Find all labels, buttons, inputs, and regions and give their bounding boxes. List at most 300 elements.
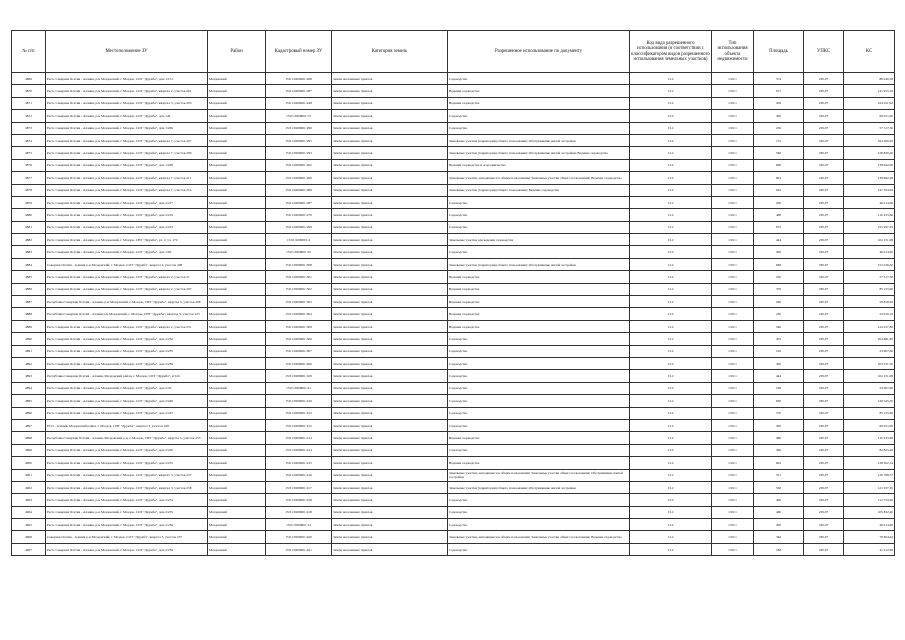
- district-cell: Моздокский: [208, 357, 266, 369]
- district-cell: Моздокский: [208, 419, 266, 431]
- area-cell: 250: [754, 271, 804, 283]
- use-code-cell: 13.2: [630, 469, 712, 481]
- land-category-cell: Земли населенных пунктов: [332, 196, 448, 208]
- cadastral-number-cell: 15:01:0209001:295: [266, 134, 332, 146]
- header-cell: Тип использования объекта недвижимости: [712, 31, 754, 73]
- cadastral-number-cell: 15:01:0209001:109: [266, 370, 332, 382]
- land-category-cell: Земли населенных пунктов: [332, 543, 448, 555]
- area-cell: 666: [754, 258, 804, 270]
- permitted-use-cell: Ведение садоводства: [448, 85, 630, 97]
- location-cell: Республика Северная Осетия - Алания, Моздокский район, г. Моздок, СОТ "Дружба", 2/124: [46, 370, 208, 382]
- use-type-cell: 13:0:1: [712, 110, 754, 122]
- use-code-cell: 13.2: [630, 97, 712, 109]
- table-row: [12, 357, 895, 369]
- table-row: [12, 382, 895, 394]
- district-cell: Моздокский: [208, 73, 266, 85]
- header-cell: № п/п: [12, 31, 46, 73]
- cadastral-number-cell: 15:01:0209001:308: [266, 258, 332, 270]
- use-code-cell: 13.2: [630, 481, 712, 493]
- use-type-cell: 13:0:1: [712, 209, 754, 221]
- land-category-cell: Земли населенных пунктов: [332, 122, 448, 134]
- ks-cell: 138 042,00: [844, 159, 895, 171]
- district-cell: Моздокский: [208, 543, 266, 555]
- area-cell: 530: [754, 481, 804, 493]
- cadastral-number-cell: 15:01:0209001:303: [266, 296, 332, 308]
- district-cell: Моздокский: [208, 531, 266, 543]
- district-cell: Моздокский: [208, 506, 266, 518]
- permitted-use-cell: Ведение садоводства: [448, 271, 630, 283]
- permitted-use-cell: Садоводство: [448, 494, 630, 506]
- ks-cell: 46 014,00: [844, 519, 895, 531]
- row-number-cell: 4869: [12, 73, 46, 85]
- row-number-cell: 4897: [12, 419, 46, 431]
- cadastral-number-cell: 15:01:0209001:304: [266, 308, 332, 320]
- land-category-cell: Земли населенных пунктов: [332, 172, 448, 184]
- permitted-use-cell: Ведение садоводства: [448, 283, 630, 295]
- area-cell: 100: [754, 382, 804, 394]
- land-category-cell: Земли населенных пунктов: [332, 209, 448, 221]
- row-number-cell: 4871: [12, 97, 46, 109]
- permitted-use-cell: Земельные участки, находящиеся в общем пользовании; Земельные участки общего пользования; Ведение садоводства: [448, 172, 630, 184]
- row-number-cell: 4872: [12, 110, 46, 122]
- cadastral-number-cell: 15:01:0209001:414: [266, 444, 332, 456]
- district-cell: Моздокский: [208, 134, 266, 146]
- land-category-cell: Земли населенных пунктов: [332, 432, 448, 444]
- location-cell: Респ. Северная Осетия - Алания, р-н Моздокский, г. Моздок, СОТ "Дружба", дом 2/246: [46, 395, 208, 407]
- row-number-cell: 4900: [12, 457, 46, 469]
- ks-cell: 153 226,62: [844, 258, 895, 270]
- district-cell: Моздокский: [208, 172, 266, 184]
- ks-cell: 110 433,60: [844, 432, 895, 444]
- district-cell: Моздокский: [208, 407, 266, 419]
- land-category-cell: Земли населенных пунктов: [332, 147, 448, 159]
- upks-cell: 230,07: [804, 159, 844, 171]
- cadastral-number-cell: 15:01:0209001:418: [266, 506, 332, 518]
- row-number-cell: 4904: [12, 506, 46, 518]
- table-row: [12, 432, 895, 444]
- ks-cell: 69 021,00: [844, 419, 895, 431]
- permitted-use-cell: Садоводство: [448, 370, 630, 382]
- district-cell: Моздокский: [208, 320, 266, 332]
- row-number-cell: 4899: [12, 444, 46, 456]
- area-cell: 675: [754, 221, 804, 233]
- permitted-use-cell: Ведение садоводства: [448, 296, 630, 308]
- location-cell: Респ. Северная Осетия - Алания, р-н Моздокский, г. Моздок, СОТ "Дружба", квартал 2, участок 21: [46, 271, 208, 283]
- area-cell: 300: [754, 110, 804, 122]
- table-row: [12, 159, 895, 171]
- ks-cell: 141 953,19: [844, 85, 895, 97]
- ks-cell: 164 500,05: [844, 134, 895, 146]
- land-category-cell: Земли населенных пунктов: [332, 97, 448, 109]
- row-number-cell: 4875: [12, 147, 46, 159]
- ks-cell: 46 014,00: [844, 246, 895, 258]
- upks-cell: 230,07: [804, 407, 844, 419]
- location-cell: Респ. Северная Осетия - Алания, р-н Моздокский, г. Моздок, СОТ "Дружба", дом 1/65: [46, 246, 208, 258]
- land-category-cell: Земли населенных пунктов: [332, 85, 448, 97]
- land-category-cell: Земли населенных пунктов: [332, 457, 448, 469]
- table-row: [12, 97, 895, 109]
- use-code-cell: 13.2: [630, 122, 712, 134]
- cadastral-number-cell: 15:01:0209001:309: [266, 320, 332, 332]
- location-cell: Респ. Северная Осетия - Алания, р-н Моздокский, г. Моздок, СОТ "Дружба", дом 2/247: [46, 407, 208, 419]
- permitted-use-cell: Садоводство: [448, 543, 630, 555]
- row-number-cell: 4883: [12, 246, 46, 258]
- upks-cell: 230,07: [804, 543, 844, 555]
- use-type-cell: 13:0:1: [712, 73, 754, 85]
- upks-cell: 230,07: [804, 432, 844, 444]
- cadastral-number-cell: 15:01:0209001:410: [266, 395, 332, 407]
- permitted-use-cell: Садоводство: [448, 333, 630, 345]
- table-row: [12, 407, 895, 419]
- use-code-cell: 13.2: [630, 221, 712, 233]
- cadastral-number-cell: 15:01:0209001:73: [266, 110, 332, 122]
- use-type-cell: 13:0:1: [712, 395, 754, 407]
- ks-cell: 138 962,28: [844, 172, 895, 184]
- land-category-cell: Земли населенных пунктов: [332, 419, 448, 431]
- header-cell: Разрешенное использование по документу: [448, 31, 630, 73]
- row-number-cell: 4902: [12, 481, 46, 493]
- area-cell: 370: [754, 283, 804, 295]
- upks-cell: 230,07: [804, 519, 844, 531]
- table-row: [12, 543, 895, 555]
- use-type-cell: 13:0:1: [712, 469, 754, 481]
- area-cell: 444: [754, 370, 804, 382]
- location-cell: Респ. Северная Осетия - Алания, р-н Моздокский, г. Моздок, СОТ "Дружба", квартал 2, участок 231: [46, 320, 208, 332]
- header-cell: Район: [208, 31, 266, 73]
- table-row: [12, 444, 895, 456]
- ks-cell: 52 916,10: [844, 308, 895, 320]
- land-category-cell: Земли населенных пунктов: [332, 246, 448, 258]
- use-code-cell: 13.2: [630, 457, 712, 469]
- land-category-cell: Земли населенных пунктов: [332, 258, 448, 270]
- ks-cell: 79 604,22: [844, 531, 895, 543]
- area-cell: 180: [754, 543, 804, 555]
- row-number-cell: 4905: [12, 519, 46, 531]
- cadastral-number-cell: 15:01:0209001:287: [266, 196, 332, 208]
- district-cell: Моздокский: [208, 209, 266, 221]
- row-number-cell: 4887: [12, 296, 46, 308]
- row-number-cell: 4901: [12, 469, 46, 481]
- cadastral-number-cell: 15:01:0209001:41: [266, 382, 332, 394]
- land-category-cell: Земли населенных пунктов: [332, 481, 448, 493]
- row-number-cell: 4895: [12, 395, 46, 407]
- use-code-cell: 13.2: [630, 333, 712, 345]
- location-cell: Республика Северная Осетия - Алания, Моздокский р-н, г. Моздок, СНТ "Дружба", квартал 5, участок 253: [46, 432, 208, 444]
- ks-cell: 147 704,94: [844, 184, 895, 196]
- use-type-cell: 13:0:1: [712, 444, 754, 456]
- use-code-cell: 13.2: [630, 432, 712, 444]
- area-cell: 250: [754, 122, 804, 134]
- use-code-cell: 13.2: [630, 85, 712, 97]
- land-category-cell: Земли населенных пунктов: [332, 283, 448, 295]
- table-row: [12, 110, 895, 122]
- land-category-cell: Земли населенных пунктов: [332, 370, 448, 382]
- use-type-cell: 13:0:1: [712, 234, 754, 246]
- permitted-use-cell: Садоводство: [448, 73, 630, 85]
- cadastral-number-cell: 15:01:0209001:25: [266, 246, 332, 258]
- table-row: [12, 283, 895, 295]
- location-cell: Респ. Северная Осетия - Алания, р-н Моздокский, г. Моздок, СНТ "Дружба", ул. 2, уч. 174: [46, 234, 208, 246]
- ks-cell: 46 014,00: [844, 196, 895, 208]
- table-row: [12, 147, 895, 159]
- cadastral-number-cell: 15:01:0209001:416: [266, 469, 332, 481]
- use-code-cell: 13.2: [630, 147, 712, 159]
- permitted-use-cell: Земельные участки (территории) общего пользования; Обслуживание жилой застройки: [448, 258, 630, 270]
- location-cell: Респ. Северная Осетия - Алания, р-н Моздокский, г. Моздок, СОТ "Дружба", квартал 7, участок 207: [46, 134, 208, 146]
- header-cell: КС: [844, 31, 895, 73]
- location-cell: Респ. Северная Осетия - Алания, р-н Моздокский, г. Моздок, СОТ "Дружба", квартал 7, участок 211: [46, 172, 208, 184]
- use-type-cell: 13:0:1: [712, 283, 754, 295]
- use-code-cell: 13.2: [630, 407, 712, 419]
- permitted-use-cell: Садоводство: [448, 196, 630, 208]
- ks-cell: 103 531,50: [844, 357, 895, 369]
- upks-cell: 230,07: [804, 234, 844, 246]
- use-code-cell: 13.2: [630, 395, 712, 407]
- use-code-cell: 13.2: [630, 370, 712, 382]
- use-code-cell: 13.2: [630, 320, 712, 332]
- location-cell: Респ. Северная Осетия - Алания, р-н Моздокский, г. Моздок, СОТ "Дружба", квартал 7, участок 209: [46, 147, 208, 159]
- district-cell: Моздокский: [208, 271, 266, 283]
- land-category-cell: Земли населенных пунктов: [332, 469, 448, 481]
- ks-cell: 149 545,50: [844, 395, 895, 407]
- location-cell: Респ. Северная Осетия - Алания, р-н Моздокский, г. Моздок, СОТ "Дружба", дом 2/250: [46, 444, 208, 456]
- use-code-cell: 13.2: [630, 357, 712, 369]
- cadastral-number-cell: 15:01:0209001:293: [266, 147, 332, 159]
- use-code-cell: 13.2: [630, 531, 712, 543]
- use-code-cell: 13.2: [630, 308, 712, 320]
- row-number-cell: 4874: [12, 134, 46, 146]
- location-cell: Респ. Северная Осетия - Алания, р-н Моздокский, г. Моздок, СОТ "Дружба", квартал 7, участок 214: [46, 184, 208, 196]
- table-row: [12, 73, 895, 85]
- land-category-cell: Земли населенных пунктов: [332, 134, 448, 146]
- row-number-cell: 4903: [12, 494, 46, 506]
- district-cell: Моздокский: [208, 345, 266, 357]
- ks-cell: 121 937,10: [844, 481, 895, 493]
- permitted-use-cell: Садоводство: [448, 357, 630, 369]
- ks-cell: 57 517,50: [844, 122, 895, 134]
- area-cell: 260: [754, 296, 804, 308]
- land-category-cell: Земли населенных пунктов: [332, 382, 448, 394]
- land-category-cell: Земли населенных пунктов: [332, 159, 448, 171]
- district-cell: Моздокский: [208, 97, 266, 109]
- location-cell: Респ. Северная Осетия - Алания, р-н Моздокский, г. Моздок, СОТ "Дружба", квартал 2, участок 261: [46, 85, 208, 97]
- table-row: [12, 481, 895, 493]
- row-number-cell: 4882: [12, 234, 46, 246]
- permitted-use-cell: Земельные участки для ведения садоводства: [448, 234, 630, 246]
- land-category-cell: Земли населенных пунктов: [332, 333, 448, 345]
- upks-cell: 230,07: [804, 184, 844, 196]
- row-number-cell: 4878: [12, 184, 46, 196]
- location-cell: Респ. Северная Осетия - Алания, р-н Моздокский, г. Моздок, СОТ "Дружба", квартал 5, участок 205: [46, 97, 208, 109]
- use-code-cell: 13.2: [630, 296, 712, 308]
- table-row: [12, 506, 895, 518]
- land-category-cell: Земли населенных пунктов: [332, 519, 448, 531]
- area-cell: 642: [754, 184, 804, 196]
- location-cell: РСО - Алания, Моздокский район, г. Моздок, СНТ "Дружба", квартал 3, участок 249: [46, 419, 208, 431]
- use-code-cell: 13.2: [630, 345, 712, 357]
- cadastral-number-cell: 15:01:0209001:415: [266, 457, 332, 469]
- use-type-cell: 13:0:1: [712, 134, 754, 146]
- use-type-cell: 13:0:1: [712, 271, 754, 283]
- upks-cell: 230,07: [804, 395, 844, 407]
- area-cell: 460: [754, 506, 804, 518]
- table-row: [12, 184, 895, 196]
- land-category-cell: Земли населенных пунктов: [332, 73, 448, 85]
- header-cell: Кадастровый номер ЗУ: [266, 31, 332, 73]
- upks-cell: 230,07: [804, 506, 844, 518]
- table-row: [12, 469, 895, 481]
- use-type-cell: 13:0:1: [712, 258, 754, 270]
- upks-cell: 230,07: [804, 221, 844, 233]
- land-category-cell: Земли населенных пунктов: [332, 444, 448, 456]
- upks-cell: 230,07: [804, 494, 844, 506]
- location-cell: Респ. Северная Осетия - Алания, р-н Моздокский, г. Моздок, СОТ "Дружба", дом 2/217: [46, 196, 208, 208]
- location-cell: Респ. Северная Осетия - Алания, р-н Моздокский, г. Моздок, СОТ "Дружба", дом 1/151: [46, 73, 208, 85]
- table-row: [12, 494, 895, 506]
- upks-cell: 230,07: [804, 370, 844, 382]
- ks-cell: 112 734,30: [844, 494, 895, 506]
- district-cell: Моздокский: [208, 432, 266, 444]
- row-number-cell: 4886: [12, 283, 46, 295]
- upks-cell: 230,07: [804, 85, 844, 97]
- cadastral-number-cell: 15:01:0209001:417: [266, 481, 332, 493]
- land-category-cell: Земли населенных пунктов: [332, 221, 448, 233]
- ks-cell: 155 297,25: [844, 221, 895, 233]
- table-row: [12, 234, 895, 246]
- upks-cell: 230,07: [804, 345, 844, 357]
- district-cell: Моздокский: [208, 457, 266, 469]
- table-row: [12, 246, 895, 258]
- district-cell: Моздокский: [208, 234, 266, 246]
- permitted-use-cell: Садоводство: [448, 407, 630, 419]
- use-type-cell: 13:0:1: [712, 506, 754, 518]
- cadastral-number-cell: 15:01:0209001:270: [266, 209, 332, 221]
- use-type-cell: 13:0:1: [712, 407, 754, 419]
- table-row: [12, 209, 895, 221]
- permitted-use-cell: Ведение садоводства: [448, 320, 630, 332]
- use-type-cell: 13:0:1: [712, 531, 754, 543]
- area-cell: 450: [754, 357, 804, 369]
- table-row: [12, 258, 895, 270]
- area-cell: 617: [754, 85, 804, 97]
- upks-cell: 230,07: [804, 271, 844, 283]
- area-cell: 200: [754, 246, 804, 258]
- row-number-cell: 4876: [12, 159, 46, 171]
- header-cell: Площадь: [754, 31, 804, 73]
- area-cell: 360: [754, 444, 804, 456]
- land-category-cell: Земли населенных пунктов: [332, 234, 448, 246]
- upks-cell: 230,07: [804, 73, 844, 85]
- upks-cell: 230,07: [804, 196, 844, 208]
- table-row: [12, 333, 895, 345]
- use-code-cell: 13.2: [630, 110, 712, 122]
- table-row: [12, 308, 895, 320]
- table-row: [12, 531, 895, 543]
- district-cell: Моздокский: [208, 147, 266, 159]
- table-row: [12, 320, 895, 332]
- table-row: [12, 122, 895, 134]
- table-row: [12, 296, 895, 308]
- land-category-cell: Земли населенных пунктов: [332, 308, 448, 320]
- row-number-cell: 4873: [12, 122, 46, 134]
- cadastral-number-cell: 15:01:0209001:299: [266, 221, 332, 233]
- row-number-cell: 4907: [12, 543, 46, 555]
- upks-cell: 230,07: [804, 283, 844, 295]
- land-category-cell: Земли населенных пунктов: [332, 494, 448, 506]
- upks-cell: 230,07: [804, 97, 844, 109]
- row-number-cell: 4891: [12, 345, 46, 357]
- use-code-cell: 13.2: [630, 196, 712, 208]
- area-cell: 374: [754, 73, 804, 85]
- use-code-cell: 13.2: [630, 184, 712, 196]
- ks-cell: 23 007,00: [844, 382, 895, 394]
- permitted-use-cell: Земельные участки (территории) общего пользования; Ведение садоводства: [448, 184, 630, 196]
- use-type-cell: 13:0:1: [712, 320, 754, 332]
- row-number-cell: 4896: [12, 407, 46, 419]
- use-type-cell: 13:0:1: [712, 196, 754, 208]
- upks-cell: 230,07: [804, 258, 844, 270]
- table-row: [12, 221, 895, 233]
- cadastral-number-cell: 15:01:0209001:412: [266, 419, 332, 431]
- cadastral-number-cell: 15:01:0209001:412: [266, 407, 332, 419]
- land-registry-table: [11, 30, 895, 556]
- table-row: [12, 519, 895, 531]
- use-type-cell: 13:0:1: [712, 370, 754, 382]
- ks-cell: 69 021,00: [844, 110, 895, 122]
- ks-cell: 128 839,20: [844, 147, 895, 159]
- area-cell: 560: [754, 147, 804, 159]
- upks-cell: 230,07: [804, 457, 844, 469]
- location-cell: Респ. Северная Осетия - Алания, р-н Моздокский, г. Моздок, СОТ "Дружба", дом 1/209: [46, 159, 208, 171]
- upks-cell: 230,07: [804, 209, 844, 221]
- use-type-cell: 13:0:1: [712, 494, 754, 506]
- land-category-cell: Земли населенных пунктов: [332, 357, 448, 369]
- land-category-cell: Земли населенных пунктов: [332, 345, 448, 357]
- upks-cell: 230,07: [804, 122, 844, 134]
- use-type-cell: 13:0:1: [712, 296, 754, 308]
- location-cell: Респ. Северная Осетия - Алания, р-н Моздокский, г. Моздок, СОТ "Дружба", дом 2/255: [46, 506, 208, 518]
- area-cell: 490: [754, 494, 804, 506]
- row-number-cell: 4880: [12, 209, 46, 221]
- land-category-cell: Земли населенных пунктов: [332, 110, 448, 122]
- district-cell: Моздокский: [208, 382, 266, 394]
- permitted-use-cell: Земельные участки (территории) общего пользования; Обслуживание жилой застройки; Ведение садоводства: [448, 147, 630, 159]
- row-number-cell: 4870: [12, 85, 46, 97]
- upks-cell: 230,07: [804, 147, 844, 159]
- use-code-cell: 13.2: [630, 73, 712, 85]
- use-code-cell: 13.2: [630, 519, 712, 531]
- permitted-use-cell: Садоводство: [448, 221, 630, 233]
- use-code-cell: 13.2: [630, 419, 712, 431]
- upks-cell: 230,07: [804, 419, 844, 431]
- table-row: [12, 419, 895, 431]
- permitted-use-cell: Ведение садоводства: [448, 97, 630, 109]
- district-cell: Моздокский: [208, 283, 266, 295]
- location-cell: Респ. Северная Осетия - Алания, р-н Моздокский, г. Моздок, СОТ "Дружба", дом 2/259: [46, 543, 208, 555]
- permitted-use-cell: Садоводство: [448, 506, 630, 518]
- area-cell: 600: [754, 159, 804, 171]
- permitted-use-cell: Ведение садоводства: [448, 308, 630, 320]
- district-cell: Моздокский: [208, 122, 266, 134]
- permitted-use-cell: Садоводство: [448, 519, 630, 531]
- area-cell: 650: [754, 395, 804, 407]
- use-type-cell: 13:0:1: [712, 159, 754, 171]
- area-cell: 480: [754, 209, 804, 221]
- use-type-cell: 13:0:1: [712, 419, 754, 431]
- header-row: [12, 31, 895, 73]
- cadastral-number-cell: 15:01:0209001:400: [266, 357, 332, 369]
- ks-cell: 23 007,00: [844, 345, 895, 357]
